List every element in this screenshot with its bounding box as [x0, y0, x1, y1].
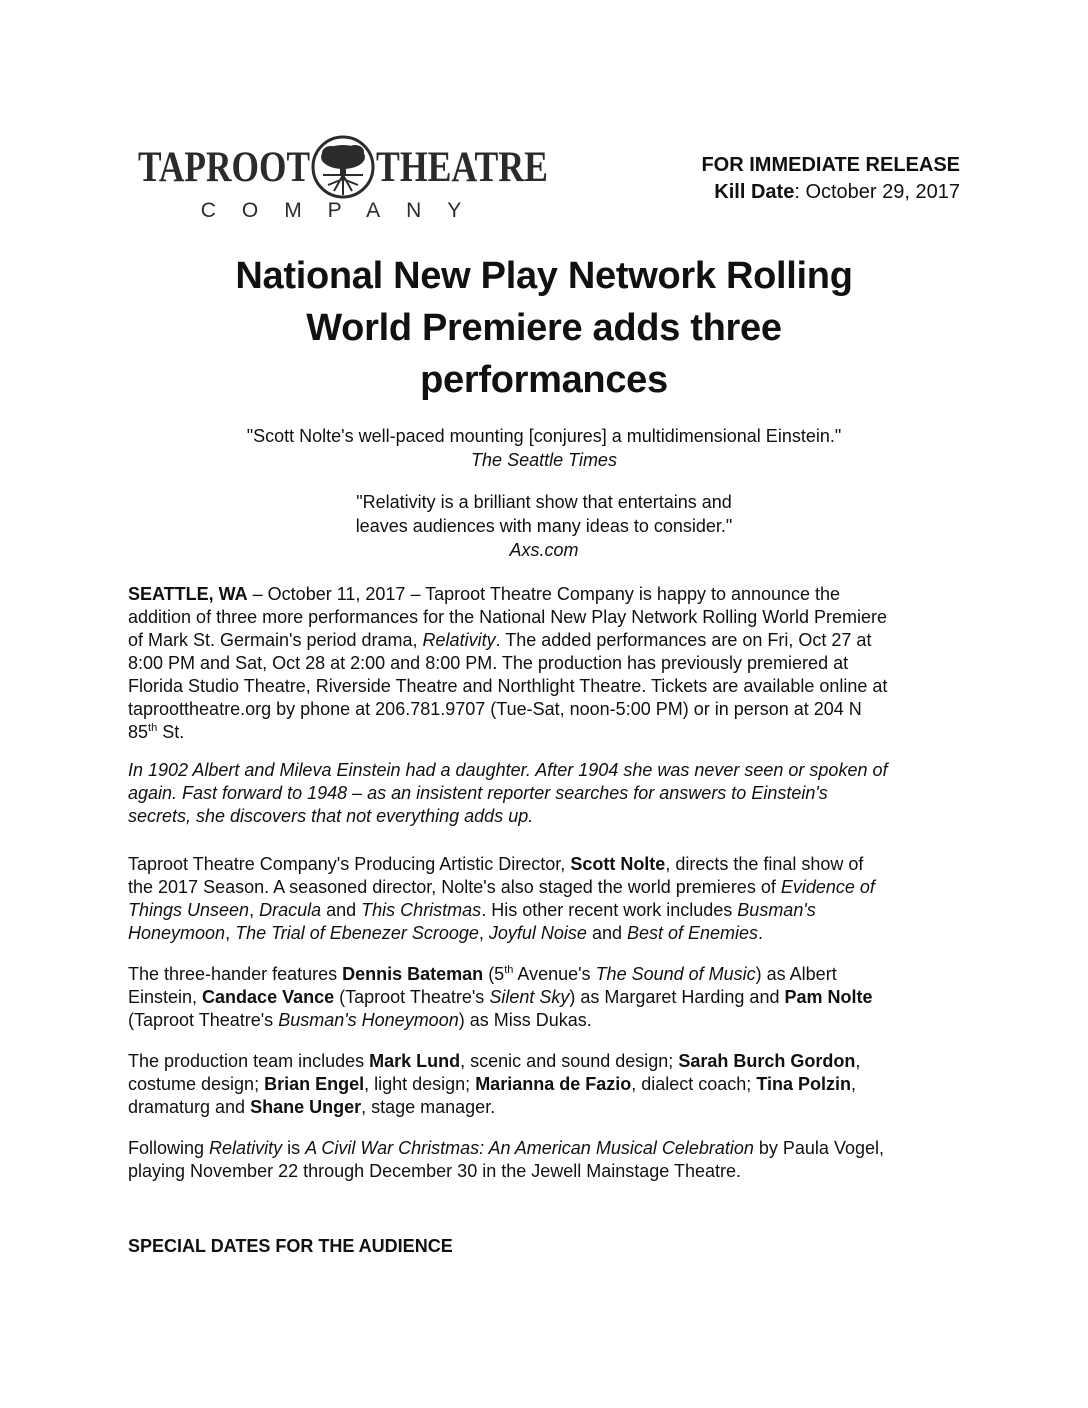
- text-line: [128, 1073, 974, 1096]
- text-line: [128, 853, 974, 876]
- kill-date-label: Kill Date: [714, 181, 795, 203]
- text-line: addition of three more performances for the National New Play Network Rolling World Premiere: [128, 607, 887, 627]
- text-run: ,: [478, 923, 489, 943]
- text-run: and: [586, 923, 627, 943]
- person-name: Sarah Burch Gordon: [678, 1051, 856, 1071]
- text-run: The production team includes: [128, 1051, 370, 1071]
- text-run: by Paula Vogel,: [753, 1138, 884, 1158]
- logo-left-word: TAPROOT: [138, 144, 311, 191]
- text-line: [128, 899, 974, 922]
- show-title: The Sound of Music: [595, 964, 756, 984]
- text-line: [128, 876, 974, 899]
- superscript: th: [504, 964, 514, 976]
- quote-text: "Relativity is a brilliant show that entertains and: [356, 492, 732, 512]
- show-title: Dracula: [259, 900, 322, 920]
- kill-date-value: : October 29, 2017: [794, 181, 960, 203]
- show-title: Relativity: [422, 630, 496, 650]
- text-run: ,: [249, 900, 260, 920]
- quote-text: leaves audiences with many ideas to consider.": [355, 516, 733, 536]
- show-title: Busman's Honeymoon: [278, 1010, 459, 1030]
- show-title: Evidence of: [780, 877, 875, 897]
- text-line: [128, 922, 974, 945]
- text-run: , scenic and sound design;: [460, 1051, 679, 1071]
- text-run: .: [758, 923, 764, 943]
- logo-bottom-word: COMPANY: [200, 199, 488, 222]
- show-title: Joyful Noise: [488, 923, 587, 943]
- text-run: costume design;: [128, 1074, 265, 1094]
- text-line: [128, 1137, 974, 1160]
- show-title: Relativity: [209, 1138, 283, 1158]
- paragraph-cast: [128, 963, 974, 1032]
- kill-date-line: [701, 179, 960, 206]
- text-line: taproottheatre.org by phone at 206.781.9707 (Tue-Sat, noon-5:00 PM) or in person at 204 N: [128, 699, 862, 719]
- paragraph-production-team: [128, 1050, 974, 1119]
- text-line: again. Fast forward to 1948 – as an insistent reporter searches for answers to Einstein's: [128, 783, 828, 803]
- text-run: Following: [128, 1138, 210, 1158]
- text-run: Taproot Theatre Company's Producing Artistic Director,: [128, 854, 571, 874]
- headline-line: World Premiere adds three: [306, 307, 782, 349]
- taproot-logo: [138, 135, 550, 221]
- text-line: [128, 1096, 974, 1119]
- superscript: th: [148, 722, 158, 734]
- text-run: ) as Albert: [755, 964, 837, 984]
- text-run: ,: [851, 1074, 857, 1094]
- text-line: 8:00 PM and Sat, Oct 28 at 2:00 and 8:00 PM. The production has previously premiered at: [128, 653, 849, 673]
- person-name: Pam Nolte: [784, 987, 873, 1007]
- text-run: Avenue's: [513, 964, 596, 984]
- text-run: . His other recent work includes: [481, 900, 738, 920]
- show-title: Honeymoon: [128, 923, 226, 943]
- person-name: Tina Polzin: [756, 1074, 851, 1094]
- text-run: and: [321, 900, 362, 920]
- headline: [100, 250, 988, 406]
- paragraph-director: [128, 853, 974, 945]
- quote-text: "Scott Nolte's well-paced mounting [conjures] a multidimensional Einstein.": [246, 426, 842, 446]
- release-block: [701, 152, 960, 206]
- text-line: Florida Studio Theatre, Riverside Theatre and Northlight Theatre. Tickets are available online at: [128, 676, 888, 696]
- show-title: The Trial of Ebenezer Scrooge: [235, 923, 479, 943]
- show-title: Best of Enemies: [626, 923, 759, 943]
- dateline: SEATTLE, WA: [128, 584, 248, 604]
- text-run: (Taproot Theatre's: [128, 1010, 279, 1030]
- show-title: Silent Sky: [489, 987, 570, 1007]
- text-run: The three-hander features: [128, 964, 343, 984]
- show-title: Busman's: [737, 900, 816, 920]
- text-run: , dialect coach;: [631, 1074, 757, 1094]
- text-run: , directs the final show of: [665, 854, 864, 874]
- text-run: ) as Miss Dukas.: [458, 1010, 592, 1030]
- text-run: (Taproot Theatre's: [334, 987, 490, 1007]
- headline-line: performances: [420, 359, 668, 401]
- review-quote: [100, 490, 988, 562]
- text-line: [128, 1009, 974, 1032]
- text-line: [128, 963, 974, 986]
- show-title: Things Unseen: [128, 900, 250, 920]
- text-run: dramaturg and: [128, 1097, 251, 1117]
- person-name: Dennis Bateman: [342, 964, 484, 984]
- tree-icon: [313, 137, 373, 197]
- text-run: – October 11, 2017 – Taproot Theatre Company is happy to announce the: [247, 584, 841, 604]
- text-run: is: [282, 1138, 306, 1158]
- text-run: , stage manager.: [361, 1097, 496, 1117]
- person-name: Mark Lund: [369, 1051, 461, 1071]
- paragraph-synopsis: [128, 759, 974, 828]
- person-name: Brian Engel: [264, 1074, 365, 1094]
- logo-right-word: THEATRE: [376, 144, 548, 191]
- person-name: Candace Vance: [202, 987, 335, 1007]
- text-run: 85: [128, 722, 149, 742]
- headline-line: National New Play Network Rolling: [235, 255, 853, 297]
- review-quote: [100, 424, 988, 472]
- person-name: Scott Nolte: [570, 854, 666, 874]
- text-line: [128, 721, 974, 744]
- text-line: [128, 629, 974, 652]
- text-run: the 2017 Season. A seasoned director, Nolte's also staged the world premieres of: [128, 877, 781, 897]
- text-run: , light design;: [364, 1074, 476, 1094]
- text-run: (5: [483, 964, 505, 984]
- paragraph-next-show: [128, 1137, 974, 1183]
- text-run: ,: [225, 923, 236, 943]
- text-run: of Mark St. Germain's period drama,: [128, 630, 423, 650]
- person-name: Shane Unger: [250, 1097, 362, 1117]
- paragraph-announcement: [128, 583, 974, 744]
- quote-source: Axs.com: [509, 540, 579, 560]
- section-heading: SPECIAL DATES FOR THE AUDIENCE: [128, 1236, 453, 1256]
- text-line: [128, 1050, 974, 1073]
- text-line: secrets, she discovers that not everything adds up.: [128, 806, 534, 826]
- show-title: A Civil War Christmas: An American Musical Celebration: [305, 1138, 754, 1158]
- text-line: [128, 986, 974, 1009]
- show-title: This Christmas: [361, 900, 482, 920]
- release-label: FOR IMMEDIATE RELEASE: [701, 154, 960, 176]
- text-run: Einstein,: [128, 987, 203, 1007]
- text-run: ) as Margaret Harding and: [569, 987, 785, 1007]
- text-line: In 1902 Albert and Mileva Einstein had a daughter. After 1904 she was never seen or spoken of: [128, 760, 888, 780]
- logo-graphic: [138, 135, 550, 221]
- quote-source: The Seattle Times: [471, 450, 617, 470]
- text-run: . The added performances are on Fri, Oct 27 at: [495, 630, 872, 650]
- person-name: Marianna de Fazio: [475, 1074, 632, 1094]
- text-line: [128, 583, 974, 606]
- text-run: ,: [855, 1051, 861, 1071]
- text-line: playing November 22 through December 30 in the Jewell Mainstage Theatre.: [128, 1161, 742, 1181]
- text-run: St.: [157, 722, 185, 742]
